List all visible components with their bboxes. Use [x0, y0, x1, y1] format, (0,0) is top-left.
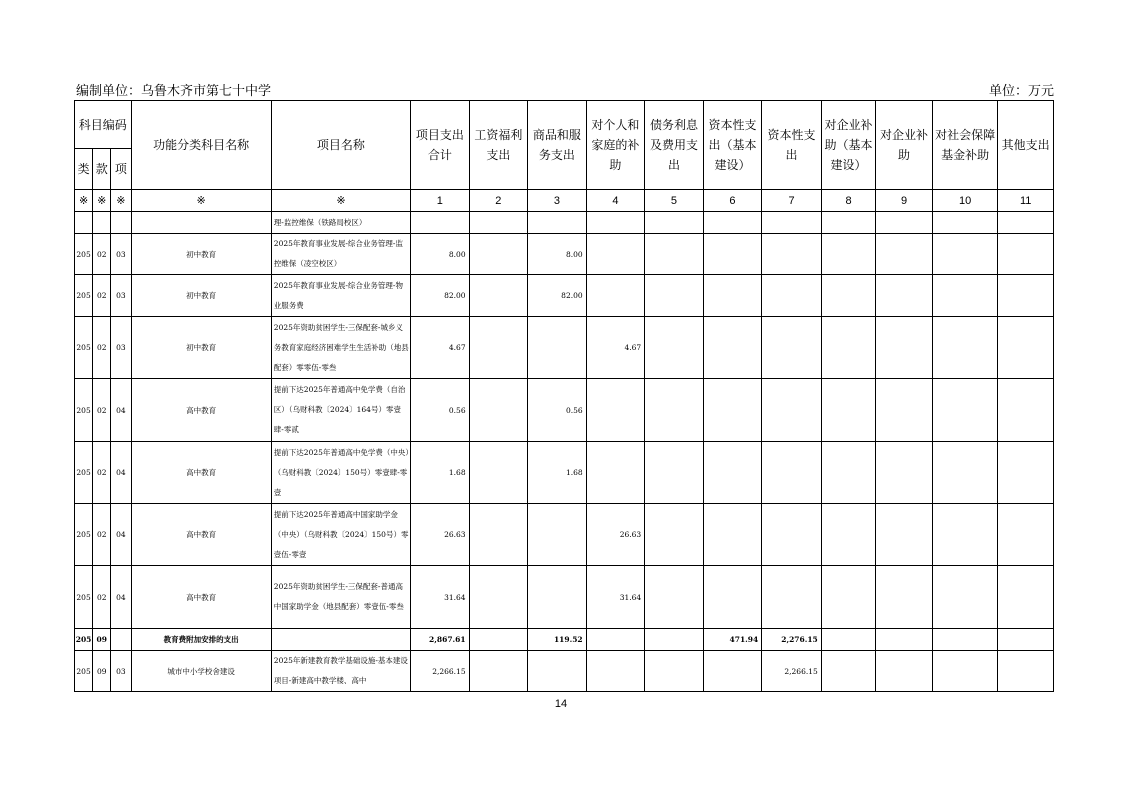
amount-cell — [998, 504, 1054, 566]
amount-cell — [932, 379, 998, 442]
amount-cell — [703, 317, 762, 379]
amount-cell — [645, 317, 704, 379]
header-col-1: 项目支出合计 — [411, 101, 470, 190]
header-func-name: 功能分类科目名称 — [131, 101, 271, 190]
amount-cell: 26.63 — [586, 504, 645, 566]
index-cell: ※ — [131, 190, 271, 212]
amount-cell — [528, 504, 587, 566]
amount-cell — [821, 504, 875, 566]
func-name-cell: 教育费附加安排的支出 — [131, 629, 271, 651]
amount-cell — [645, 379, 704, 442]
code-xiang-cell: 03 — [111, 317, 131, 379]
code-lei-cell: 205 — [75, 566, 93, 629]
amount-cell — [876, 651, 933, 692]
code-kuan-cell: 02 — [93, 504, 111, 566]
code-xiang-cell: 03 — [111, 275, 131, 317]
index-cell: 3 — [528, 190, 587, 212]
amount-cell: 2,266.15 — [762, 651, 822, 692]
amount-cell — [703, 234, 762, 275]
amount-cell — [645, 504, 704, 566]
index-cell: 9 — [876, 190, 933, 212]
amount-cell — [932, 442, 998, 504]
amount-cell — [703, 379, 762, 442]
table-row — [75, 275, 1054, 317]
func-name-cell: 高中教育 — [131, 504, 271, 566]
amount-cell — [876, 212, 933, 234]
table-row — [75, 212, 1054, 234]
index-cell: 2 — [469, 190, 528, 212]
amount-cell — [645, 234, 704, 275]
amount-cell — [586, 234, 645, 275]
code-lei-cell: 205 — [75, 379, 93, 442]
code-lei-cell: 205 — [75, 442, 93, 504]
project-name-cell: 提前下达2025年普通高中免学费（自治区）（乌财科教〔2024〕164号）零壹肆-零贰 — [271, 379, 410, 442]
header-col-5: 债务利息及费用支出 — [645, 101, 704, 190]
amount-cell — [998, 629, 1054, 651]
code-lei-cell: 205 — [75, 275, 93, 317]
header-col-10: 对社会保障基金补助 — [932, 101, 998, 190]
amount-cell — [762, 504, 822, 566]
project-name-cell: 2025年新建教育教学基础设施-基本建设项目-新建高中教学楼、高中 — [271, 651, 410, 692]
code-kuan-cell: 02 — [93, 379, 111, 442]
func-name-cell: 高中教育 — [131, 379, 271, 442]
func-name-cell: 高中教育 — [131, 442, 271, 504]
code-kuan-cell: 02 — [93, 442, 111, 504]
code-lei-cell — [75, 212, 93, 234]
index-cell: 4 — [586, 190, 645, 212]
amount-cell — [876, 504, 933, 566]
amount-cell — [876, 566, 933, 629]
amount-cell — [932, 651, 998, 692]
amount-cell — [998, 566, 1054, 629]
code-kuan-cell — [93, 212, 111, 234]
index-cell: 8 — [821, 190, 875, 212]
amount-cell: 1.68 — [528, 442, 587, 504]
amount-cell — [998, 442, 1054, 504]
amount-cell — [821, 212, 875, 234]
func-name-cell: 初中教育 — [131, 317, 271, 379]
code-xiang-cell: 03 — [111, 651, 131, 692]
code-kuan-cell: 09 — [93, 651, 111, 692]
amount-cell — [876, 275, 933, 317]
index-cell: 5 — [645, 190, 704, 212]
amount-cell: 31.64 — [586, 566, 645, 629]
amount-cell — [876, 379, 933, 442]
func-name-cell: 初中教育 — [131, 275, 271, 317]
index-cell: 6 — [703, 190, 762, 212]
index-cell: ※ — [93, 190, 111, 212]
amount-cell — [469, 566, 528, 629]
header-xiang: 项 — [111, 149, 131, 190]
amount-cell — [469, 442, 528, 504]
index-cell: 10 — [932, 190, 998, 212]
header-code-group: 科目编码 — [75, 101, 132, 149]
amount-cell — [703, 651, 762, 692]
amount-cell — [586, 212, 645, 234]
amount-cell — [762, 275, 822, 317]
amount-cell — [762, 379, 822, 442]
amount-cell — [762, 566, 822, 629]
func-name-cell: 高中教育 — [131, 566, 271, 629]
header-col-11: 其他支出 — [998, 101, 1054, 190]
amount-cell — [762, 442, 822, 504]
amount-cell — [645, 566, 704, 629]
amount-cell — [586, 442, 645, 504]
compiling-unit: 编制单位：乌鲁木齐市第七十中学 — [76, 84, 272, 99]
amount-cell — [528, 566, 587, 629]
table-row — [75, 629, 1054, 651]
amount-cell: 8.00 — [411, 234, 470, 275]
code-xiang-cell: 04 — [111, 379, 131, 442]
amount-cell — [932, 629, 998, 651]
amount-cell: 82.00 — [528, 275, 587, 317]
amount-cell — [703, 275, 762, 317]
amount-cell — [932, 566, 998, 629]
amount-cell — [932, 317, 998, 379]
amount-cell — [876, 234, 933, 275]
amount-cell — [998, 317, 1054, 379]
amount-cell: 1.68 — [411, 442, 470, 504]
index-row — [75, 190, 1054, 212]
index-cell: ※ — [75, 190, 93, 212]
amount-cell — [469, 275, 528, 317]
header-kuan: 款 — [93, 149, 111, 190]
amount-cell — [586, 651, 645, 692]
code-xiang-cell: 04 — [111, 504, 131, 566]
amount-cell — [998, 275, 1054, 317]
amount-cell — [703, 442, 762, 504]
project-name-cell: 2025年资助贫困学生-三保配套-城乡义务教育家庭经济困难学生生活补助（地县配套）零零伍-零叁 — [271, 317, 410, 379]
amount-cell — [586, 275, 645, 317]
page-number: 14 — [554, 698, 568, 710]
amount-cell — [528, 212, 587, 234]
code-lei-cell: 205 — [75, 317, 93, 379]
header-col-7: 资本性支出 — [762, 101, 822, 190]
project-name-cell — [271, 629, 410, 651]
amount-cell: 0.56 — [411, 379, 470, 442]
code-kuan-cell: 02 — [93, 317, 111, 379]
index-cell: 7 — [762, 190, 822, 212]
amount-cell — [469, 317, 528, 379]
amount-cell — [762, 317, 822, 379]
amount-cell — [645, 442, 704, 504]
amount-cell — [469, 651, 528, 692]
amount-cell — [411, 212, 470, 234]
amount-cell: 31.64 — [411, 566, 470, 629]
header-lei: 类 — [75, 149, 93, 190]
amount-cell — [821, 442, 875, 504]
table-body — [75, 212, 1054, 692]
amount-unit: 单位：万元 — [988, 84, 1054, 99]
amount-cell — [645, 275, 704, 317]
code-kuan-cell: 09 — [93, 629, 111, 651]
amount-cell — [998, 234, 1054, 275]
amount-cell — [821, 379, 875, 442]
code-lei-cell: 205 — [75, 651, 93, 692]
project-name-cell: 2025年资助贫困学生-三保配套-普通高中国家助学金（地县配套）零壹伍-零叁 — [271, 566, 410, 629]
header-col-4: 对个人和家庭的补助 — [586, 101, 645, 190]
amount-cell — [528, 317, 587, 379]
project-name-cell: 2025年教育事业发展-综合业务管理-监控维保（凌空校区） — [271, 234, 410, 275]
code-xiang-cell: 04 — [111, 442, 131, 504]
amount-cell — [469, 629, 528, 651]
amount-cell — [932, 504, 998, 566]
amount-cell — [821, 317, 875, 379]
amount-cell — [821, 234, 875, 275]
amount-cell: 2,276.15 — [762, 629, 822, 651]
code-xiang-cell — [111, 212, 131, 234]
amount-cell — [762, 234, 822, 275]
index-cell: 11 — [998, 190, 1054, 212]
amount-cell — [876, 442, 933, 504]
index-cell: 1 — [411, 190, 470, 212]
amount-cell — [821, 629, 875, 651]
header-col-6: 资本性支出（基本建设） — [703, 101, 762, 190]
header-col-3: 商品和服务支出 — [528, 101, 587, 190]
amount-cell — [821, 275, 875, 317]
table-row — [75, 651, 1054, 692]
code-xiang-cell: 03 — [111, 234, 131, 275]
code-lei-cell: 205 — [75, 234, 93, 275]
amount-cell — [469, 234, 528, 275]
amount-cell: 471.94 — [703, 629, 762, 651]
code-lei-cell: 205 — [75, 629, 93, 651]
amount-cell — [998, 379, 1054, 442]
amount-cell — [469, 212, 528, 234]
amount-cell: 119.52 — [528, 629, 587, 651]
project-name-cell: 理-监控维保（铁路局校区） — [271, 212, 410, 234]
project-name-cell: 提前下达2025年普通高中免学费（中央）（乌财科教〔2024〕150号）零壹肆-零壹 — [271, 442, 410, 504]
amount-cell — [932, 275, 998, 317]
amount-cell — [703, 566, 762, 629]
amount-cell: 26.63 — [411, 504, 470, 566]
amount-cell — [528, 651, 587, 692]
table-row — [75, 379, 1054, 442]
header-col-8: 对企业补助（基本建设） — [821, 101, 875, 190]
amount-cell: 82.00 — [411, 275, 470, 317]
amount-cell: 8.00 — [528, 234, 587, 275]
header-project-name: 项目名称 — [271, 101, 410, 190]
amount-cell — [703, 504, 762, 566]
budget-table — [74, 100, 1054, 692]
code-xiang-cell: 04 — [111, 566, 131, 629]
amount-cell — [645, 212, 704, 234]
project-name-cell: 提前下达2025年普通高中国家助学金（中央）（乌财科教〔2024〕150号）零壹伍-零壹 — [271, 504, 410, 566]
amount-cell: 0.56 — [528, 379, 587, 442]
table-row — [75, 234, 1054, 275]
amount-cell — [932, 234, 998, 275]
amount-cell — [469, 379, 528, 442]
amount-cell — [703, 212, 762, 234]
table-row — [75, 566, 1054, 629]
amount-cell — [876, 629, 933, 651]
code-lei-cell: 205 — [75, 504, 93, 566]
amount-cell — [821, 566, 875, 629]
amount-cell — [998, 212, 1054, 234]
header-col-2: 工资福利支出 — [469, 101, 528, 190]
amount-cell — [586, 379, 645, 442]
project-name-cell: 2025年教育事业发展-综合业务管理-物业服务费 — [271, 275, 410, 317]
amount-cell — [932, 212, 998, 234]
amount-cell — [998, 651, 1054, 692]
amount-cell: 4.67 — [411, 317, 470, 379]
amount-cell — [821, 651, 875, 692]
table-row — [75, 317, 1054, 379]
index-cell: ※ — [111, 190, 131, 212]
amount-cell — [876, 317, 933, 379]
code-xiang-cell — [111, 629, 131, 651]
code-kuan-cell: 02 — [93, 275, 111, 317]
amount-cell — [469, 504, 528, 566]
amount-cell: 2,867.61 — [411, 629, 470, 651]
code-kuan-cell: 02 — [93, 234, 111, 275]
func-name-cell: 初中教育 — [131, 234, 271, 275]
amount-cell — [645, 651, 704, 692]
code-kuan-cell: 02 — [93, 566, 111, 629]
index-cell: ※ — [271, 190, 410, 212]
header-col-9: 对企业补助 — [876, 101, 933, 190]
func-name-cell — [131, 212, 271, 234]
amount-cell — [645, 629, 704, 651]
table-row — [75, 442, 1054, 504]
amount-cell: 4.67 — [586, 317, 645, 379]
amount-cell: 2,266.15 — [411, 651, 470, 692]
amount-cell — [586, 629, 645, 651]
table-row — [75, 504, 1054, 566]
func-name-cell: 城市中小学校舍建设 — [131, 651, 271, 692]
amount-cell — [762, 212, 822, 234]
